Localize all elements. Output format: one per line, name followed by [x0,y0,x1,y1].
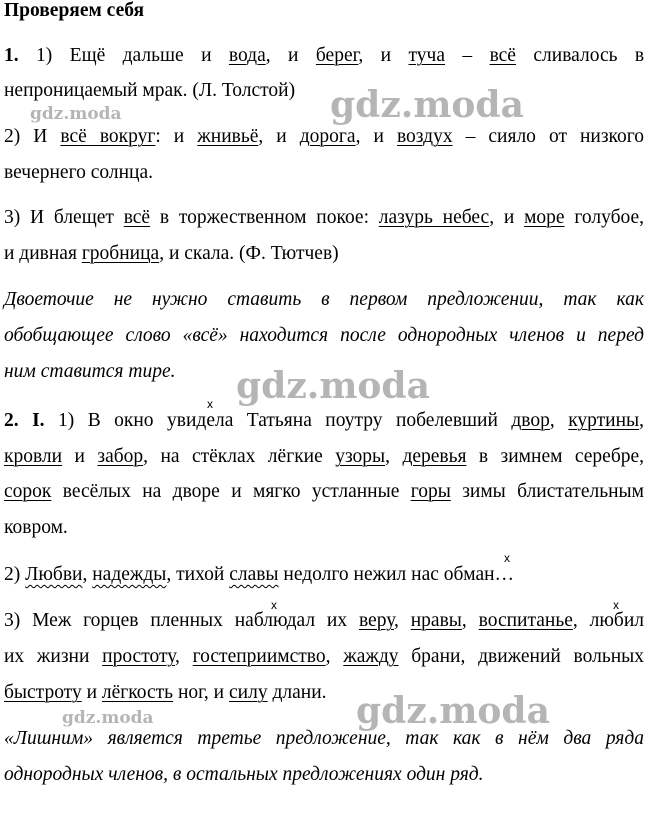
homogeneous-member: силу [229,682,268,703]
watermark: gdz.moda [356,690,550,732]
homogeneous-member: воспитанье [478,610,573,631]
homogeneous-member: воздух [396,126,453,147]
homogeneous-member: лёгкость [101,682,174,703]
ex2-note-line1: «Лишним» является третье предложение, так как в нём два ряда [4,728,644,749]
ex2-sentence1-line4: ковром. [4,517,68,538]
cross-mark: x [504,551,510,565]
generalizing-word: всё вокруг [60,126,156,147]
cross-mark: x [271,598,277,612]
ex1-sentence3-line1: 3) И блещет всё в торжественном покое: лазурь небес, и море голубое, [4,207,645,228]
homogeneous-member: жажду [343,646,399,667]
homogeneous-member: быстроту [4,682,82,703]
ex1-sentence2-line2: вечернего солнца. [4,162,153,183]
ex2-sentence3-line1: 3) Меж горцев пленных наблюдал их веру, нравы, воспитанье, любил [4,610,644,631]
homogeneous-member: нравы [410,610,462,631]
homogeneous-member: деревья [402,446,467,467]
homogeneous-member: горы [410,481,451,502]
homogeneous-member: Любви [25,564,83,585]
watermark: gdz.moda [62,708,154,728]
watermark: gdz.moda [330,84,524,126]
section-heading: Проверяем себя [4,0,145,21]
homogeneous-member: славы [229,564,279,585]
ex1-note-line1: Двоеточие не нужно ставить в первом предложении, так как [4,289,644,310]
ex1-sentence2-line1: 2) И всё вокруг: и жнивьё, и дорога, и воздух – сияло от низкого [4,126,645,147]
homogeneous-member: надежды [92,564,167,585]
homogeneous-member: лазурь небес [378,207,490,228]
ex1-note-line2: обобщающее слово «всё» находится после однородных членов и перед [4,325,644,346]
cross-mark: x [613,598,619,612]
generalizing-word: всё [489,45,516,66]
homogeneous-member: дорога [299,126,356,147]
homogeneous-member: куртины [568,410,640,431]
watermark: gdz.moda [30,104,122,124]
homogeneous-member: кровли [4,446,63,467]
homogeneous-member: море [524,207,565,228]
ex2-sentence3-line2: их жизни простоту, гостеприимство, жажду брани, движений вольных [4,646,645,667]
ex1-sentence3-line2: и дивная гробница, и скала. (Ф. Тютчев) [4,243,339,264]
cross-mark: x [207,397,213,411]
homogeneous-member: забор [97,446,144,467]
homogeneous-member: жнивьё [197,126,259,147]
ex2-sentence1-line2: кровли и забор, на стёклах лёгкие узоры, деревья в зимнем серебре, [4,446,645,467]
homogeneous-member: вода [228,45,266,66]
homogeneous-member: туча [408,45,445,66]
generalizing-word: всё [123,207,151,228]
ex1-note-line3: ним ставится тире. [4,361,176,382]
homogeneous-member: берег [315,45,359,66]
homogeneous-member: гробница [81,243,160,264]
ex2-sentence1-line3: сорок весёлых на дворе и мягко устланные горы зимы блистательным [4,481,644,502]
ex2-sentence1-line1: 2. I. 1) В окно увидела Татьяна поутру побелевший двор, куртины, [4,410,645,431]
ex1-number: 1. [4,45,19,66]
watermark: gdz.moda [236,365,430,407]
homogeneous-member: сорок [4,481,52,502]
homogeneous-member: гостеприимство [192,646,326,667]
ex2-note-line2: однородных членов, в остальных предложениях один ряд. [4,764,484,785]
ex2-number: 2. I. [4,410,45,431]
homogeneous-member: веру [358,610,395,631]
ex2-sentence2: 2) Любви, надежды, тихой славы недолго нежил нас обман… [4,564,515,585]
homogeneous-member: двор [511,410,550,431]
homogeneous-member: узоры [335,446,386,467]
homogeneous-member: простоту [102,646,176,667]
ex1-sentence1-line2: непроницаемый мрак. (Л. Толстой) [4,80,296,101]
ex2-sentence3-line3: быстроту и лёгкость ног, и силу длани. [4,682,327,703]
ex1-sentence1-line1: 1. 1) Ещё дальше и вода, и берег, и туча – всё сливалось в [4,45,645,66]
